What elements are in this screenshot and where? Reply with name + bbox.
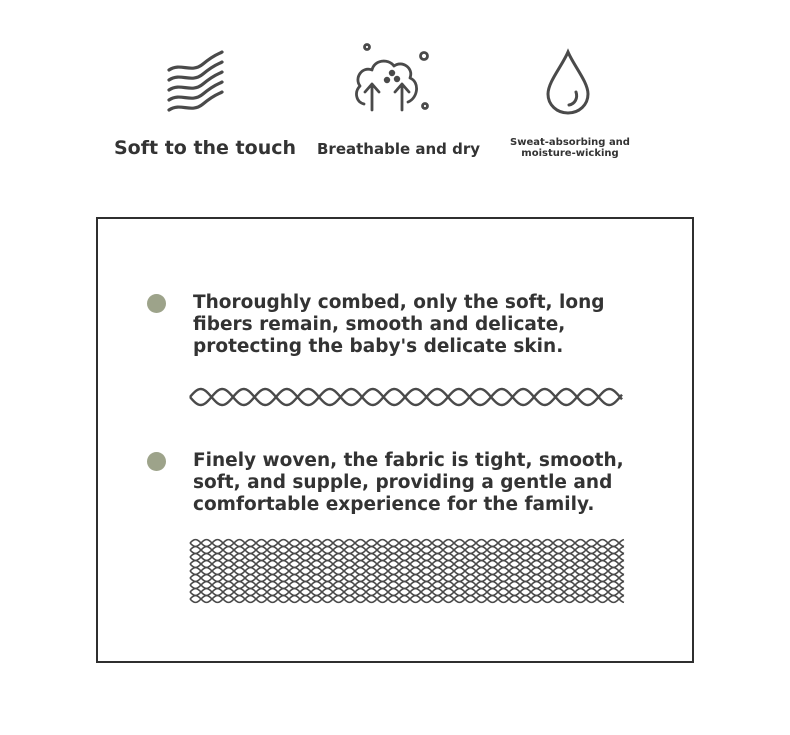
wavy-lines-icon [165,48,227,116]
feature-label-soft: Soft to the touch [114,137,297,159]
text-line: protecting the baby's delicate skin. [193,336,564,357]
breathable-bubbles-icon [350,40,432,112]
single-fiber-strand-icon [188,384,624,410]
text-line: comfortable experience for the family. [193,494,595,515]
feature-label-sweat-absorbing [500,137,640,159]
text-line: soft, and supple, providing a gentle and [193,472,613,493]
feature-label-breathable: Breathable and dry [317,140,481,158]
text-line: fibers remain, smooth and delicate, [193,314,566,335]
point-combed-text [193,292,603,358]
bullet-dot [147,452,166,471]
woven-fabric-pattern-icon [188,538,626,604]
text-line: Thoroughly combed, only the soft, long [193,292,605,313]
feature-label-line: moisture-wicking [521,148,619,159]
text-line: Finely woven, the fabric is tight, smooth, [193,450,624,471]
bullet-dot [147,294,166,313]
point-woven-text [193,450,624,516]
feature-label-line: Sweat-absorbing and [510,137,630,148]
water-drop-icon [544,48,592,116]
